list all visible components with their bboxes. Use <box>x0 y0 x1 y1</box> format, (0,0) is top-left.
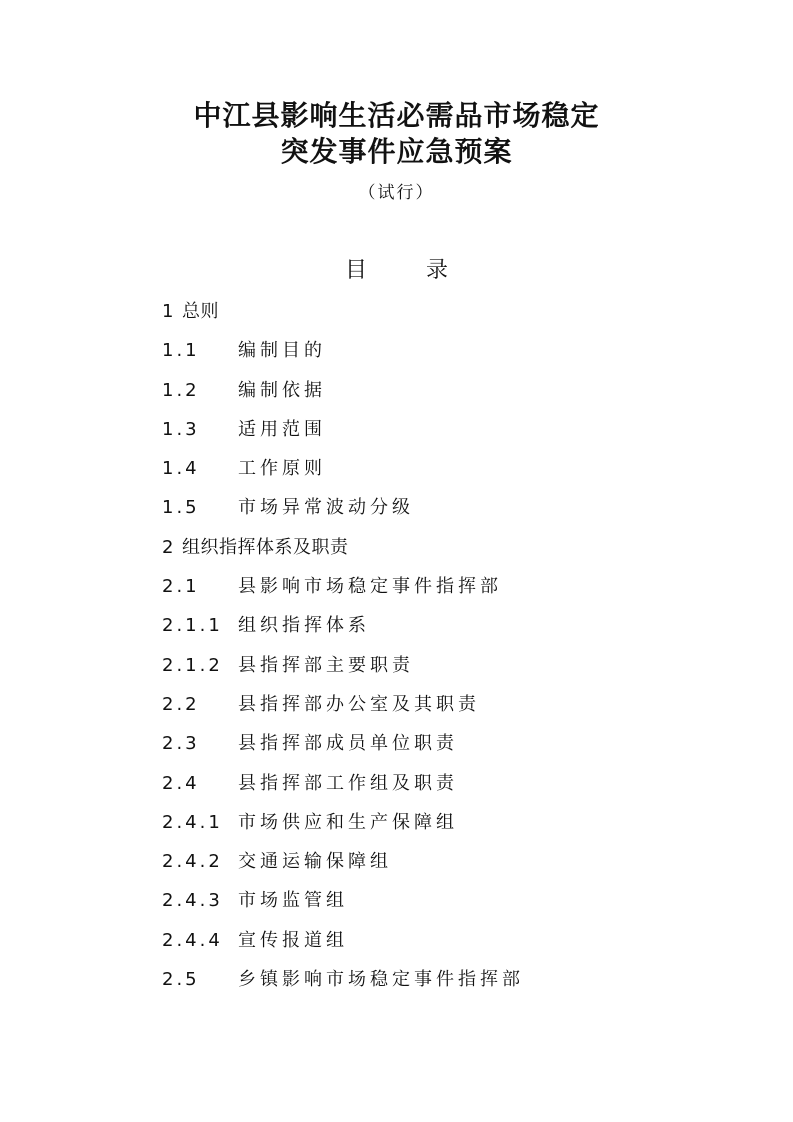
toc-entry-title: 总则 <box>182 301 219 322</box>
toc-entry-number: 1.2 <box>162 379 200 401</box>
toc-entry-title: 编制目的 <box>238 340 326 362</box>
toc-entry-title: 市场异常波动分级 <box>238 497 414 519</box>
toc-entry-number: 2.1.1 <box>162 615 223 637</box>
toc-entry-number: 2.4.3 <box>162 890 223 912</box>
toc-entry <box>162 724 722 763</box>
table-of-contents <box>162 292 722 999</box>
toc-entry-number: 2.4.1 <box>162 811 223 833</box>
toc-entry <box>162 646 722 685</box>
toc-entry <box>162 881 722 920</box>
toc-entry <box>162 764 722 803</box>
document-title-line-1: 中江县影响生活必需品市场稳定 <box>193 99 600 132</box>
toc-entry <box>162 331 722 370</box>
toc-entry <box>162 292 722 331</box>
toc-entry-title: 编制依据 <box>238 379 326 401</box>
toc-entry-title: 工作原则 <box>238 458 326 480</box>
toc-entry-number: 2.4 <box>162 772 200 794</box>
toc-entry-number: 2.5 <box>162 969 200 991</box>
toc-entry-number: 1 <box>162 301 174 322</box>
toc-entry <box>162 803 722 842</box>
toc-entry-number: 2 <box>162 536 174 558</box>
toc-entry-title: 县指挥部成员单位职责 <box>238 733 458 755</box>
toc-entry-number: 2.3 <box>162 733 200 755</box>
toc-entry-title: 组织指挥体系及职责 <box>182 536 349 558</box>
toc-entry-number: 1.4 <box>162 458 200 480</box>
toc-entry <box>162 567 722 606</box>
toc-entry <box>162 921 722 960</box>
toc-entry-number: 2.4.4 <box>162 929 223 951</box>
toc-entry-number: 2.4.2 <box>162 851 223 873</box>
toc-entry <box>162 449 722 488</box>
toc-entry-number: 1.1 <box>162 340 200 362</box>
toc-entry <box>162 960 722 999</box>
toc-entry <box>162 685 722 724</box>
toc-entry-title: 适用范围 <box>238 418 326 440</box>
toc-heading: 目 录 <box>345 258 474 283</box>
document-title-line-2: 突发事件应急预案 <box>280 135 513 168</box>
toc-entry <box>162 842 722 881</box>
toc-entry-number: 1.5 <box>162 497 200 519</box>
toc-entry-title: 组织指挥体系 <box>238 615 370 637</box>
toc-entry <box>162 410 722 449</box>
toc-entry-title: 县影响市场稳定事件指挥部 <box>238 576 502 598</box>
document-subtitle: （试行） <box>358 183 435 203</box>
toc-entry <box>162 371 722 410</box>
toc-entry-title: 县指挥部工作组及职责 <box>238 772 458 794</box>
toc-entry <box>162 606 722 645</box>
toc-entry-title: 宣传报道组 <box>238 929 348 951</box>
toc-entry-number: 2.2 <box>162 693 200 715</box>
toc-entry-title: 县指挥部办公室及其职责 <box>238 693 480 715</box>
toc-entry-title: 市场监管组 <box>238 890 348 912</box>
toc-entry-number: 1.3 <box>162 418 200 440</box>
toc-entry-title: 乡镇影响市场稳定事件指挥部 <box>238 969 524 991</box>
toc-entry-number: 2.1.2 <box>162 654 223 676</box>
toc-entry <box>162 488 722 527</box>
toc-entry <box>162 528 722 567</box>
toc-entry-number: 2.1 <box>162 576 200 598</box>
toc-entry-title: 交通运输保障组 <box>238 851 392 873</box>
toc-entry-title: 县指挥部主要职责 <box>238 654 414 676</box>
toc-entry-title: 市场供应和生产保障组 <box>238 811 458 833</box>
